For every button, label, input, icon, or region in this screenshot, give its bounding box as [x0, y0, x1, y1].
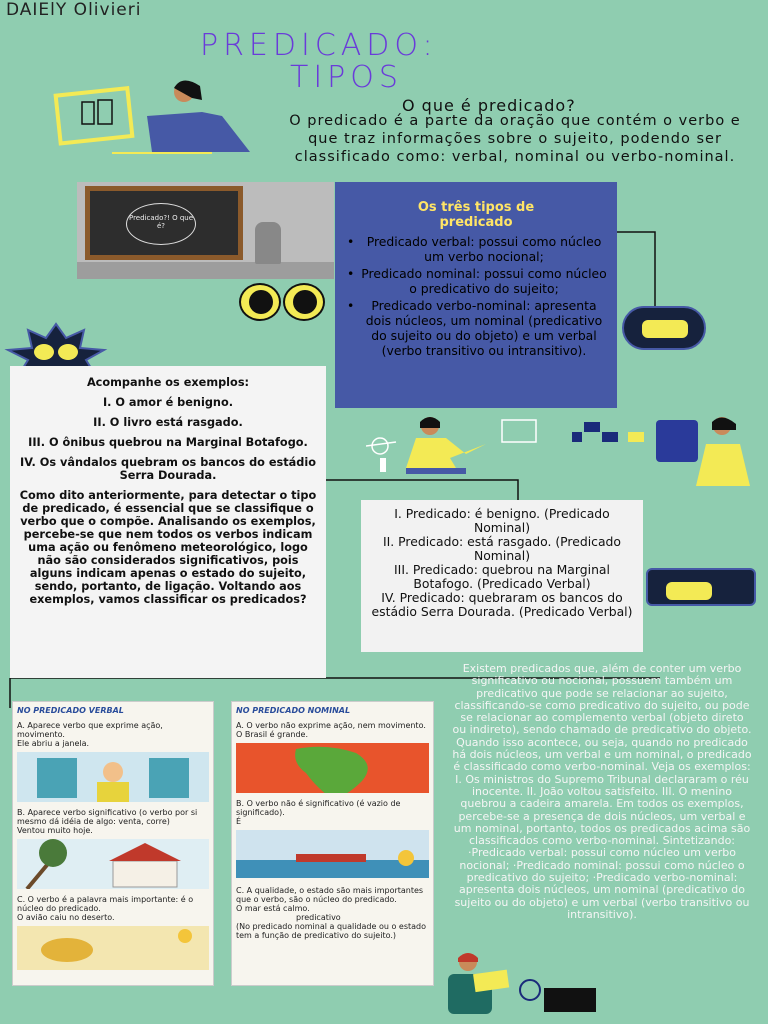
examples-body: Como dito anteriormente, para detectar o tipo de predicado, é essencial que se classifique o verbo que o compõe. Analisando os exemplos, percebe-se que nem todos os verbos indicam uma ação ou fenômeno meteorológico, logo não são considerados significativos, pois alguns indicam apenas o estado do sujeito, sendo, portanto, de ligação. Voltando aos exemplos, vamos classificar os predicados?: [19, 489, 317, 606]
examples-heading: Acompanhe os exemplos:: [86, 376, 250, 389]
textbook-panel-verbal: [12, 701, 214, 986]
thought-bubble: Predicado?! O que é?: [126, 203, 196, 245]
page-title-line2: TIPOS: [290, 60, 403, 95]
panel-verbal-a-example: Ele abriu a janela.: [17, 739, 90, 748]
result-3: III. Predicado: quebrou na Marginal Botafogo. (Predicado Verbal): [394, 562, 610, 591]
panel-nominal-c-example: O mar está calmo.: [236, 904, 310, 913]
eye-icon-left: [239, 283, 281, 321]
type-item-verbal: • Predicado verbal: possui como núcleo um verbo nocional;: [345, 234, 607, 264]
panel-verbal-title: NO PREDICADO VERBAL: [17, 706, 124, 715]
calm-sea-illustration: [236, 830, 429, 880]
panel-nominal-a-example: O Brasil é grande.: [236, 730, 309, 739]
pointing-hand-icon: [646, 568, 756, 606]
panel-verbal-c-example: O avião caiu no deserto.: [17, 913, 115, 922]
panel-nominal-b: B. O verbo não é significativo (é vazio de significado).: [236, 799, 401, 817]
panel-verbal-c: C. O verbo é a palavra mais importante: é o núcleo do predicado.: [17, 895, 194, 913]
examples-box: [10, 366, 326, 678]
result-2: II. Predicado: está rasgado. (Predicado Nominal): [382, 534, 622, 563]
verbo-nominal-explanation: Existem predicados que, além de conter um verbo significativo ou nocional, possuem também um predicativo que pode se relacionar ao sujeito, classificando-se como predicativo do sujeito, ou pode se relacionar ao complemento verbal (objeto direto ou indireto), sendo chamado de predicativo do objeto. Quando isso acontece, ou seja, quando no predicado há dois núcleos, um verbal e um nominal, o predicado é classificado como verbo-nominal. Veja os exemplos: I. Os ministros do Supremo Tribunal declararam o réu inocente. II. João voltou satisfeito. III. O menino quebrou a cadeira amarela. Em todos os exemplos, percebe-se a presença de dois núcleos, um verbal e um nominal, portanto, todos os predicados acima são classificados como verbo-nominal. Sintetizando: ·Predicado verbal: possui como núcleo um verbo nocional; ·Predicado nominal: possui como núcleo o predicativo do sujeito; ·Predicado verbo-nominal: apresenta dois núcleos, um nominal (predicativo do sujeito ou do objeto) e um verbal (verbo transitivo ou intransitivo).: [452, 662, 752, 921]
panel-verbal-b: B. Aparece verbo significativo (o verbo por si mesmo dá idéia de algo: venta, corre): [17, 808, 198, 826]
eye-icon-right: [283, 283, 325, 321]
author-name: DAIElY Olivieri: [6, 0, 142, 20]
panel-nominal-c-label: predicativo: [296, 913, 341, 922]
example-3: III. O ônibus quebrou na Marginal Botafogo.: [28, 436, 308, 449]
thumbs-up-hand-icon: [622, 306, 706, 350]
textbook-panel-nominal: [231, 701, 434, 986]
windy-house-illustration: [17, 839, 209, 889]
type-item-verbo-nominal: • Predicado verbo-nominal: apresenta dois núcleos, um nominal (predicativo do sujeito ou do objeto) e um verbal (verbo transitivo ou intransitivo).: [345, 298, 607, 358]
page-title-line1: PREDICADO:: [200, 28, 438, 63]
results-box: [361, 500, 643, 652]
panel-nominal-title: NO PREDICADO NOMINAL: [236, 706, 351, 715]
question-body: O predicado é a parte da oração que contém o verbo e que traz informações sobre o sujeito, podendo ser classificado como: verbal, nominal ou verbo-nominal.: [289, 113, 741, 165]
data-team-illustration: [366, 414, 766, 490]
panel-nominal-note: (No predicado nominal a qualidade ou o estado tem a função de predicativo do sujeito.): [236, 922, 427, 940]
result-1: I. Predicado: é benigno. (Predicado Nominal): [394, 506, 610, 535]
teacher-illustration: [52, 72, 252, 154]
panel-verbal-a: A. Aparece verbo que exprime ação, movimento.: [17, 721, 163, 739]
laptop-worker-illustration: [438, 948, 608, 1018]
example-2: II. O livro está rasgado.: [93, 416, 243, 429]
question-heading: O que é predicado?: [402, 96, 576, 115]
example-4: IV. Os vândalos quebram os bancos do estádio Serra Dourada.: [20, 456, 316, 482]
panel-nominal-c: C. A qualidade, o estado são mais importantes que o verbo, são o núcleo do predicado.: [236, 886, 424, 904]
panel-nominal-a: A. O verbo não exprime ação, nem movimento.: [236, 721, 426, 730]
brazil-map-illustration: [236, 743, 429, 793]
panel-nominal-b-example: É: [236, 817, 242, 826]
window-boy-illustration: [17, 752, 209, 802]
type-item-nominal: • Predicado nominal: possui como núcleo o predicativo do sujeito;: [345, 266, 607, 296]
camel-desert-illustration: [17, 926, 209, 976]
types-box-title: Os três tipos de predicado: [417, 200, 535, 230]
result-4: IV. Predicado: quebraram os bancos do estádio Serra Dourada. (Predicado Verbal): [371, 590, 633, 619]
panel-verbal-b-example: Ventou muito hoje.: [17, 826, 93, 835]
example-1: I. O amor é benigno.: [102, 396, 234, 409]
